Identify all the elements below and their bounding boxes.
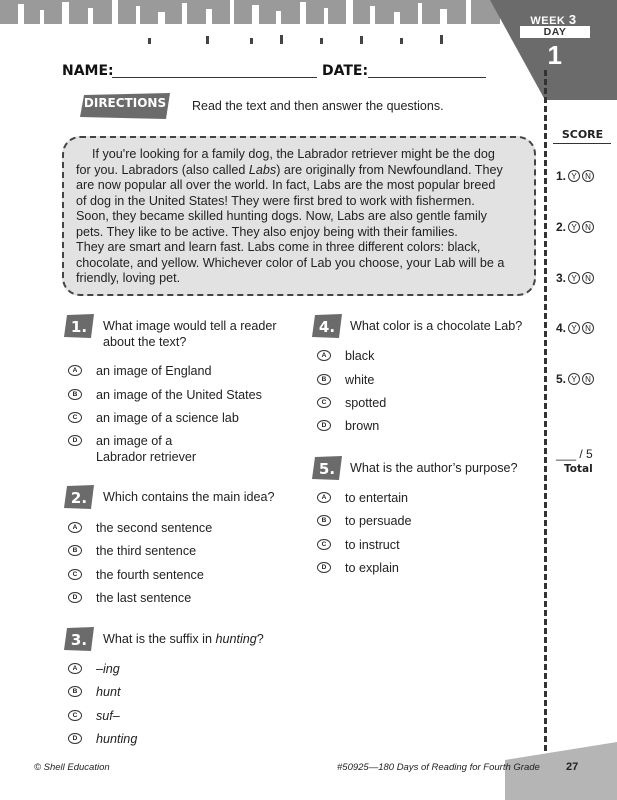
no-circle[interactable]: N bbox=[582, 322, 594, 334]
score-separator bbox=[544, 70, 547, 760]
question-2-option-d[interactable]: D the last sentence bbox=[68, 590, 191, 606]
question-5-option-d[interactable]: D to explain bbox=[317, 560, 399, 576]
yes-circle[interactable]: Y bbox=[568, 322, 580, 334]
no-circle[interactable]: N bbox=[582, 170, 594, 182]
passage-line: They are smart and learn fast. Labs come in three different colors: black, bbox=[76, 240, 481, 254]
passage-line: pets. They like to be active. They also enjoy being with their families. bbox=[76, 224, 458, 239]
question-4-option-b[interactable]: B white bbox=[317, 372, 374, 388]
question-3-option-a[interactable]: A –ing bbox=[68, 661, 120, 677]
name-label: NAME: bbox=[62, 63, 114, 79]
no-circle[interactable]: N bbox=[582, 272, 594, 284]
question-4-option-d[interactable]: D brown bbox=[317, 418, 379, 434]
directions-text: Read the text and then answer the questions. bbox=[192, 99, 444, 113]
score-title-underline bbox=[553, 143, 611, 144]
date-field[interactable] bbox=[368, 77, 486, 78]
score-total-label: Total bbox=[564, 463, 593, 475]
yes-circle[interactable]: Y bbox=[568, 373, 580, 385]
question-3-option-d[interactable]: D hunting bbox=[68, 731, 137, 747]
score-row-4: 4. Y N bbox=[556, 321, 594, 335]
question-4-option-a[interactable]: A black bbox=[317, 348, 374, 364]
footer-copyright: © Shell Education bbox=[34, 762, 110, 773]
question-1-number: 1. bbox=[70, 318, 88, 336]
yes-circle[interactable]: Y bbox=[568, 170, 580, 182]
no-circle[interactable]: N bbox=[582, 373, 594, 385]
question-1-option-c[interactable]: C an image of a science lab bbox=[68, 410, 239, 426]
passage-line: Soon, they became skilled hunting dogs. Now, Labs are also gentle family bbox=[76, 209, 487, 223]
question-4-text: What color is a chocolate Lab? bbox=[350, 319, 523, 333]
score-total-blank[interactable]: ___ / 5 bbox=[556, 447, 593, 461]
question-2-option-b[interactable]: B the third sentence bbox=[68, 543, 196, 559]
score-row-1: 1. Y N bbox=[556, 169, 594, 183]
question-4-option-c[interactable]: C spotted bbox=[317, 395, 386, 411]
score-title: SCORE bbox=[561, 128, 604, 141]
question-3-badge bbox=[64, 627, 94, 651]
week-label: WEEK 3 bbox=[530, 12, 577, 27]
question-1-option-b[interactable]: B an image of the United States bbox=[68, 387, 262, 403]
date-label: DATE: bbox=[322, 63, 369, 79]
question-5-option-b[interactable]: B to persuade bbox=[317, 513, 412, 529]
passage-line: If you're looking for a family dog, the Labrador retriever might be the dog bbox=[92, 147, 495, 161]
question-1-badge bbox=[64, 314, 94, 338]
score-row-2: 2. Y N bbox=[556, 220, 594, 234]
question-5-text: What is the author’s purpose? bbox=[350, 461, 518, 475]
passage-line: are now popular all over the world. In fact, Labs are the most popular breed bbox=[76, 178, 496, 192]
question-5-number: 5. bbox=[318, 460, 336, 478]
question-5-option-a[interactable]: A to entertain bbox=[317, 490, 408, 506]
day-number: 1 bbox=[547, 40, 563, 70]
passage-line: for you. Labradors (also called Labs) are originally from Newfoundland. They bbox=[76, 162, 503, 177]
question-5-badge bbox=[312, 456, 342, 480]
name-field[interactable] bbox=[112, 77, 317, 78]
week-day-tab bbox=[490, 0, 617, 120]
yes-circle[interactable]: Y bbox=[568, 221, 580, 233]
reading-passage bbox=[76, 147, 526, 287]
passage-line: of dog in the United States! They were first bred to work with fishermen. bbox=[76, 193, 475, 208]
question-1-option-a[interactable]: A an image of England bbox=[68, 363, 212, 379]
passage-line: friendly, loving pet. bbox=[76, 271, 181, 285]
day-label: DAY bbox=[543, 26, 567, 38]
question-3-option-c[interactable]: C suf– bbox=[68, 708, 120, 724]
score-row-5: 5. Y N bbox=[556, 372, 594, 386]
question-2-text: Which contains the main idea? bbox=[103, 490, 275, 504]
footer-book-title: #50925—180 Days of Reading for Fourth Grade bbox=[337, 762, 540, 773]
question-2-badge bbox=[64, 485, 94, 509]
question-5-option-c[interactable]: C to instruct bbox=[317, 537, 400, 553]
question-2-option-a[interactable]: A the second sentence bbox=[68, 520, 212, 536]
score-row-3: 3. Y N bbox=[556, 271, 594, 285]
question-3-number: 3. bbox=[70, 631, 88, 649]
passage-line: chocolate, and yellow. Whichever color of Lab you choose, your Lab will be a bbox=[76, 255, 505, 270]
question-2-number: 2. bbox=[70, 489, 88, 507]
question-1-text: What image would tell a reader about the text? bbox=[103, 319, 277, 349]
question-1-option-d[interactable]: D an image of a Labrador retriever bbox=[68, 433, 196, 465]
page-number: 27 bbox=[566, 761, 579, 773]
directions-badge-label: DIRECTIONS bbox=[83, 96, 167, 110]
no-circle[interactable]: N bbox=[582, 221, 594, 233]
question-4-badge bbox=[312, 314, 342, 338]
question-2-option-c[interactable]: C the fourth sentence bbox=[68, 567, 204, 583]
question-4-number: 4. bbox=[318, 318, 336, 336]
question-3-option-b[interactable]: B hunt bbox=[68, 684, 121, 700]
question-3-text: What is the suffix in hunting? bbox=[103, 632, 264, 646]
yes-circle[interactable]: Y bbox=[568, 272, 580, 284]
